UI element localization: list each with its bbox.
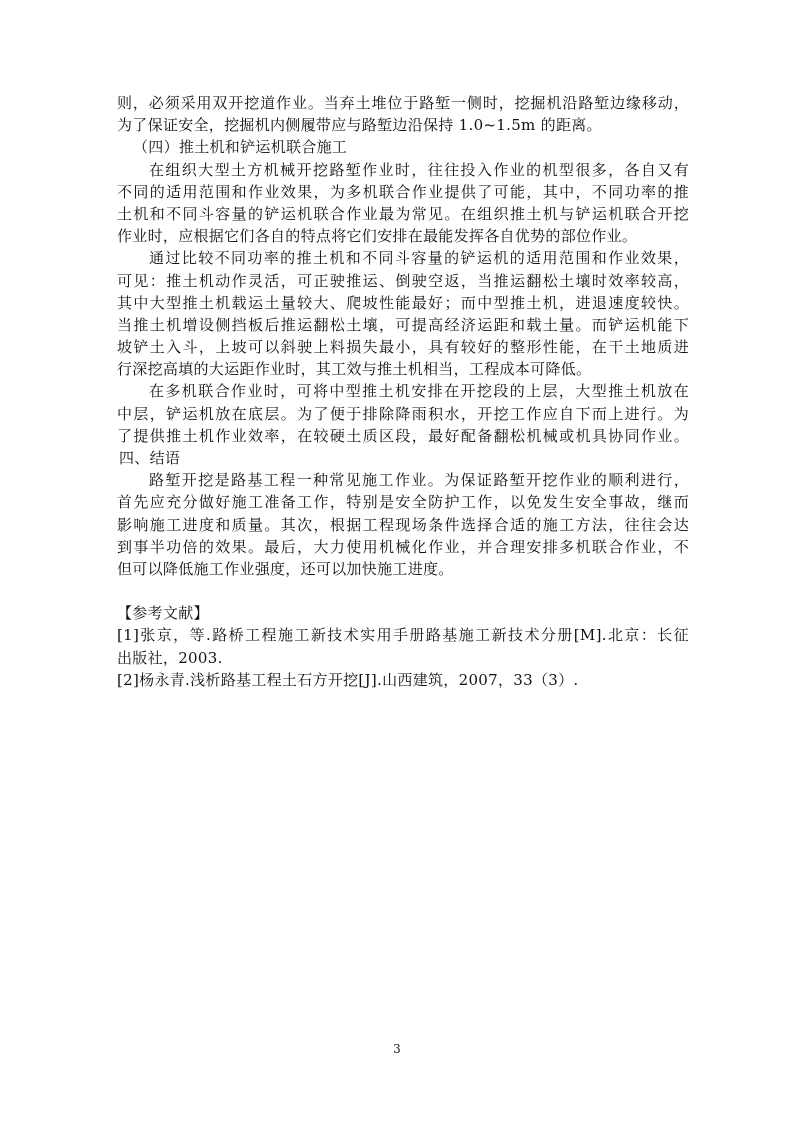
text-line: 其中大型推土机载运土量较大、爬坡性能最好；而中型推土机，进退速度较快。 <box>117 293 689 312</box>
text-line: 中层，铲运机放在底层。为了便于排除降雨积水，开挖工作应自下而上进行。为 <box>117 404 689 423</box>
reference-item-2: [2]杨永青.浅析路基工程土石方开挖[J].山西建筑，2007，33（3）. <box>117 670 579 689</box>
text-line: 影响施工进度和质量。其次，根据工程现场条件选择合适的施工方法，往往会达 <box>117 515 689 534</box>
text-line: 首先应充分做好施工准备工作，特别是安全防护工作，以免发生安全事故，继而 <box>117 493 689 512</box>
text-line: 行深挖高填的大运距作业时，其工效与推土机相当，工程成本可降低。 <box>117 360 592 379</box>
text-line: 在多机联合作业时，可将中型推土机安排在开挖段的上层，大型推土机放在 <box>149 382 689 401</box>
text-line: 坡铲土入斗，上坡可以斜驶上料损失最小，具有较好的整形性能，在干土地质进 <box>117 338 689 357</box>
text-line: 通过比较不同功率的推土机和不同斗容量的铲运机的适用范围和作业效果， <box>149 249 689 268</box>
text-line: 可见：推土机动作灵活，可正驶推运、倒驶空返，当推运翻松土壤时效率较高， <box>117 271 689 290</box>
text-line: 土机和不同斗容量的铲运机联合作业最为常见。在组织推土机与铲运机联合开挖 <box>117 204 689 223</box>
text-line: 则，必须采用双开挖道作业。当弃土堆位于路堑一侧时，挖掘机沿路堑边缘移动， <box>117 94 689 112</box>
text-line: 为了保证安全，挖掘机内侧履带应与路堑边沿保持 1.0~1.5m 的距离。 <box>117 116 602 135</box>
section-heading-conclusion: 四、结语 <box>119 449 181 467</box>
spacer <box>117 580 689 602</box>
text-line: 到事半功倍的效果。最后，大力使用机械化作业，并合理安排多机联合作业，不 <box>117 537 689 556</box>
text-line: 不同的适用范围和作业效果，为多机联合作业提供了可能，其中，不同功率的推 <box>117 182 689 201</box>
paragraph-conclusion <box>117 469 689 580</box>
text-line: [1]张京，等.路桥工程施工新技术实用手册路基施工新技术分册[M].北京：长征 <box>117 626 689 645</box>
document-body <box>117 92 689 691</box>
paragraph-combined-operation <box>117 159 689 248</box>
subsection-heading-4: （四）推土机和铲运机联合施工 <box>133 138 348 157</box>
reference-item-1 <box>117 624 689 668</box>
text-line: 在组织大型土方机械开挖路堑作业时，往往投入作业的机型很多，各自又有 <box>149 160 689 179</box>
paragraph-excavator-safety <box>117 92 689 136</box>
text-line: 了提供推土机作业效率，在较硬土质区段，最好配备翻松机械或机具协同作业。 <box>117 426 689 445</box>
paragraph-machine-comparison <box>117 247 689 380</box>
text-line: 作业时，应根据它们各自的特点将它们安排在最能发挥各自优势的部位作业。 <box>117 227 638 246</box>
text-line: 出版社，2003. <box>117 648 223 667</box>
text-line: 但可以降低施工作业强度，还可以加快施工进度。 <box>117 559 454 578</box>
text-line: 当推土机增设侧挡板后推运翻松土壤，可提高经济运距和载土量。而铲运机能下 <box>117 315 689 334</box>
page-number: 3 <box>393 1042 401 1056</box>
paragraph-layer-arrangement <box>117 380 689 447</box>
references-heading: 【参考文献】 <box>117 604 209 623</box>
text-line: 路堑开挖是路基工程一种常见施工作业。为保证路堑开挖作业的顺利进行， <box>149 471 689 490</box>
